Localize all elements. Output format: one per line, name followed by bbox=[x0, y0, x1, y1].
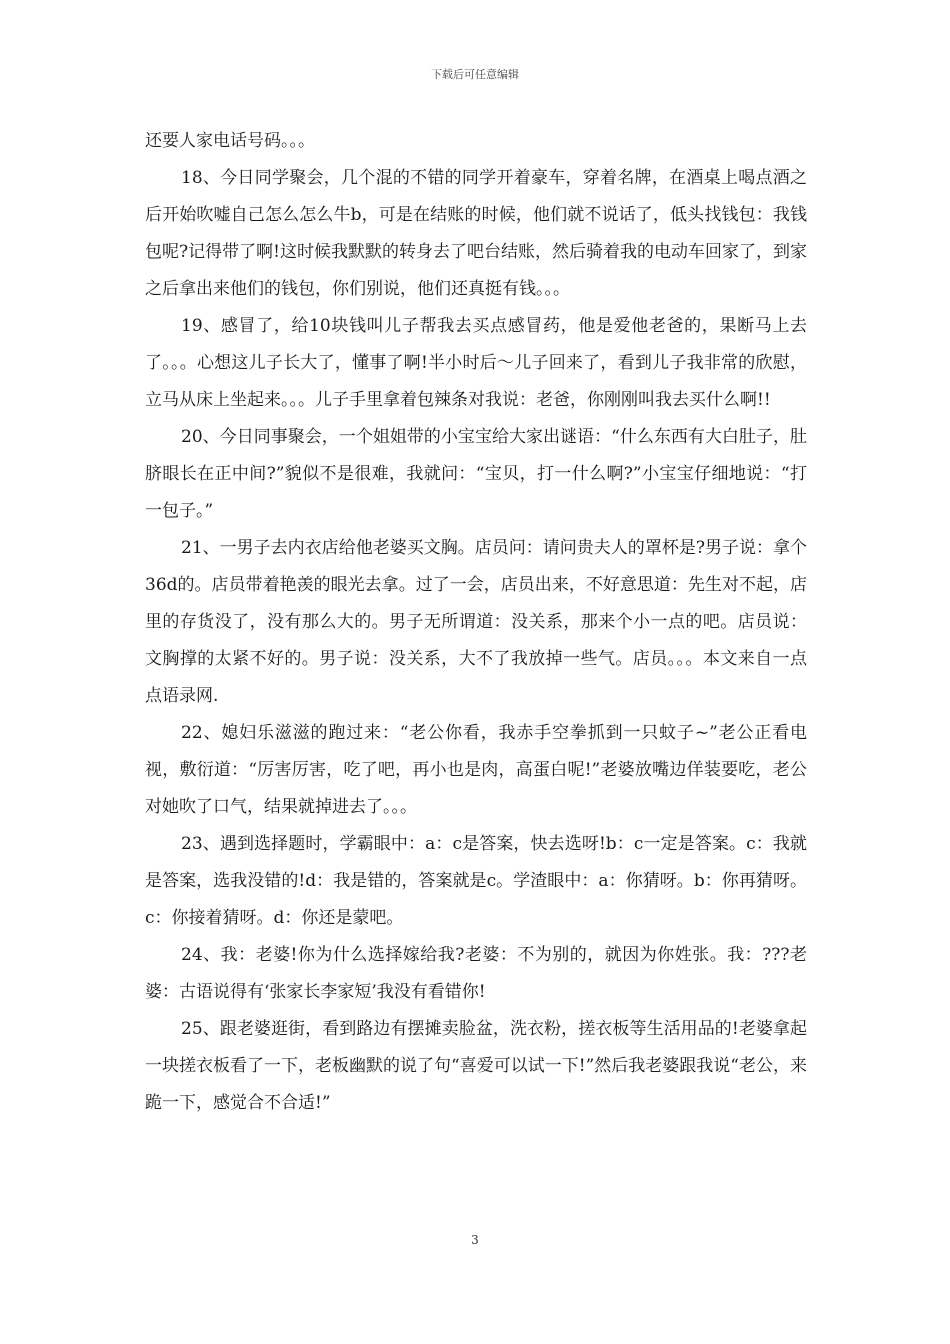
paragraph-23: 23、遇到选择题时，学霸眼中：a：c是答案，快去选呀!b：c一定是答案。c：我就是答案，选我没错的!d：我是错的，答案就是c。学渣眼中：a：你猜呀。b：你再猜呀。c：你接着猜呀。d：你还是蒙吧。 bbox=[145, 834, 807, 928]
paragraph-21: 21、一男子去内衣店给他老婆买文胸。店员问：请问贵夫人的罩杯是?男子说：拿个36d的。店员带着艳羡的眼光去拿。过了一会，店员出来，不好意思道：先生对不起，店里的存货没了，没有那么大的。男子无所谓道：没关系，那来个小一点的吧。店员说：文胸撑的太紧不好的。男子说：没关系，大不了我放掉一些气。店员。。。本文来自一点点语录网. bbox=[145, 538, 807, 706]
paragraph-20: 20、今日同事聚会，一个姐姐带的小宝宝给大家出谜语：“什么东西有大白肚子，肚脐眼长在正中间?”貌似不是很难，我就问：“宝贝，打一什么啊?”小宝宝仔细地说：“打一包子。” bbox=[145, 427, 807, 521]
paragraph-24: 24、我：老婆!你为什么选择嫁给我?老婆：不为别的，就因为你姓张。我：???老婆：古语说得有‘张家长李家短’我没有看错你! bbox=[145, 945, 807, 1002]
paragraph-25: 25、跟老婆逛街，看到路边有摆摊卖脸盆，洗衣粉，搓衣板等生活用品的!老婆拿起一块搓衣板看了一下，老板幽默的说了句“喜爱可以试一下!”然后我老婆跟我说“老公，来跪一下，感觉合不合适!” bbox=[145, 1019, 807, 1113]
document-body bbox=[145, 123, 807, 1122]
page-number: 3 bbox=[471, 1233, 479, 1247]
paragraph-19: 19、感冒了，给10块钱叫儿子帮我去买点感冒药，他是爱他老爸的，果断马上去了。。。心想这儿子长大了，懂事了啊!半小时后～儿子回来了，看到儿子我非常的欣慰，立马从床上坐起来。。。儿子手里拿着包辣条对我说：老爸，你刚刚叫我去买什么啊!! bbox=[145, 316, 807, 410]
paragraph-continuation: 还要人家电话号码。。。 bbox=[145, 131, 315, 151]
paragraph-22: 22、媳妇乐滋滋的跑过来：“老公你看，我赤手空拳抓到一只蚊子~”老公正看电视，敷衍道：“厉害厉害，吃了吧，再小也是肉，高蛋白呢!”老婆放嘴边佯装要吃，老公对她吹了口气，结果就掉进去了。。。 bbox=[145, 723, 807, 817]
paragraph-18: 18、今日同学聚会，几个混的不错的同学开着豪车，穿着名牌，在酒桌上喝点酒之后开始吹嘘自己怎么怎么牛b，可是在结账的时候，他们就不说话了，低头找钱包：我钱包呢?记得带了啊!这时候我默默的转身去了吧台结账，然后骑着我的电动车回家了，到家之后拿出来他们的钱包，你们别说，他们还真挺有钱。。。 bbox=[145, 168, 807, 299]
page-header: 下载后可任意编辑 bbox=[431, 68, 519, 81]
